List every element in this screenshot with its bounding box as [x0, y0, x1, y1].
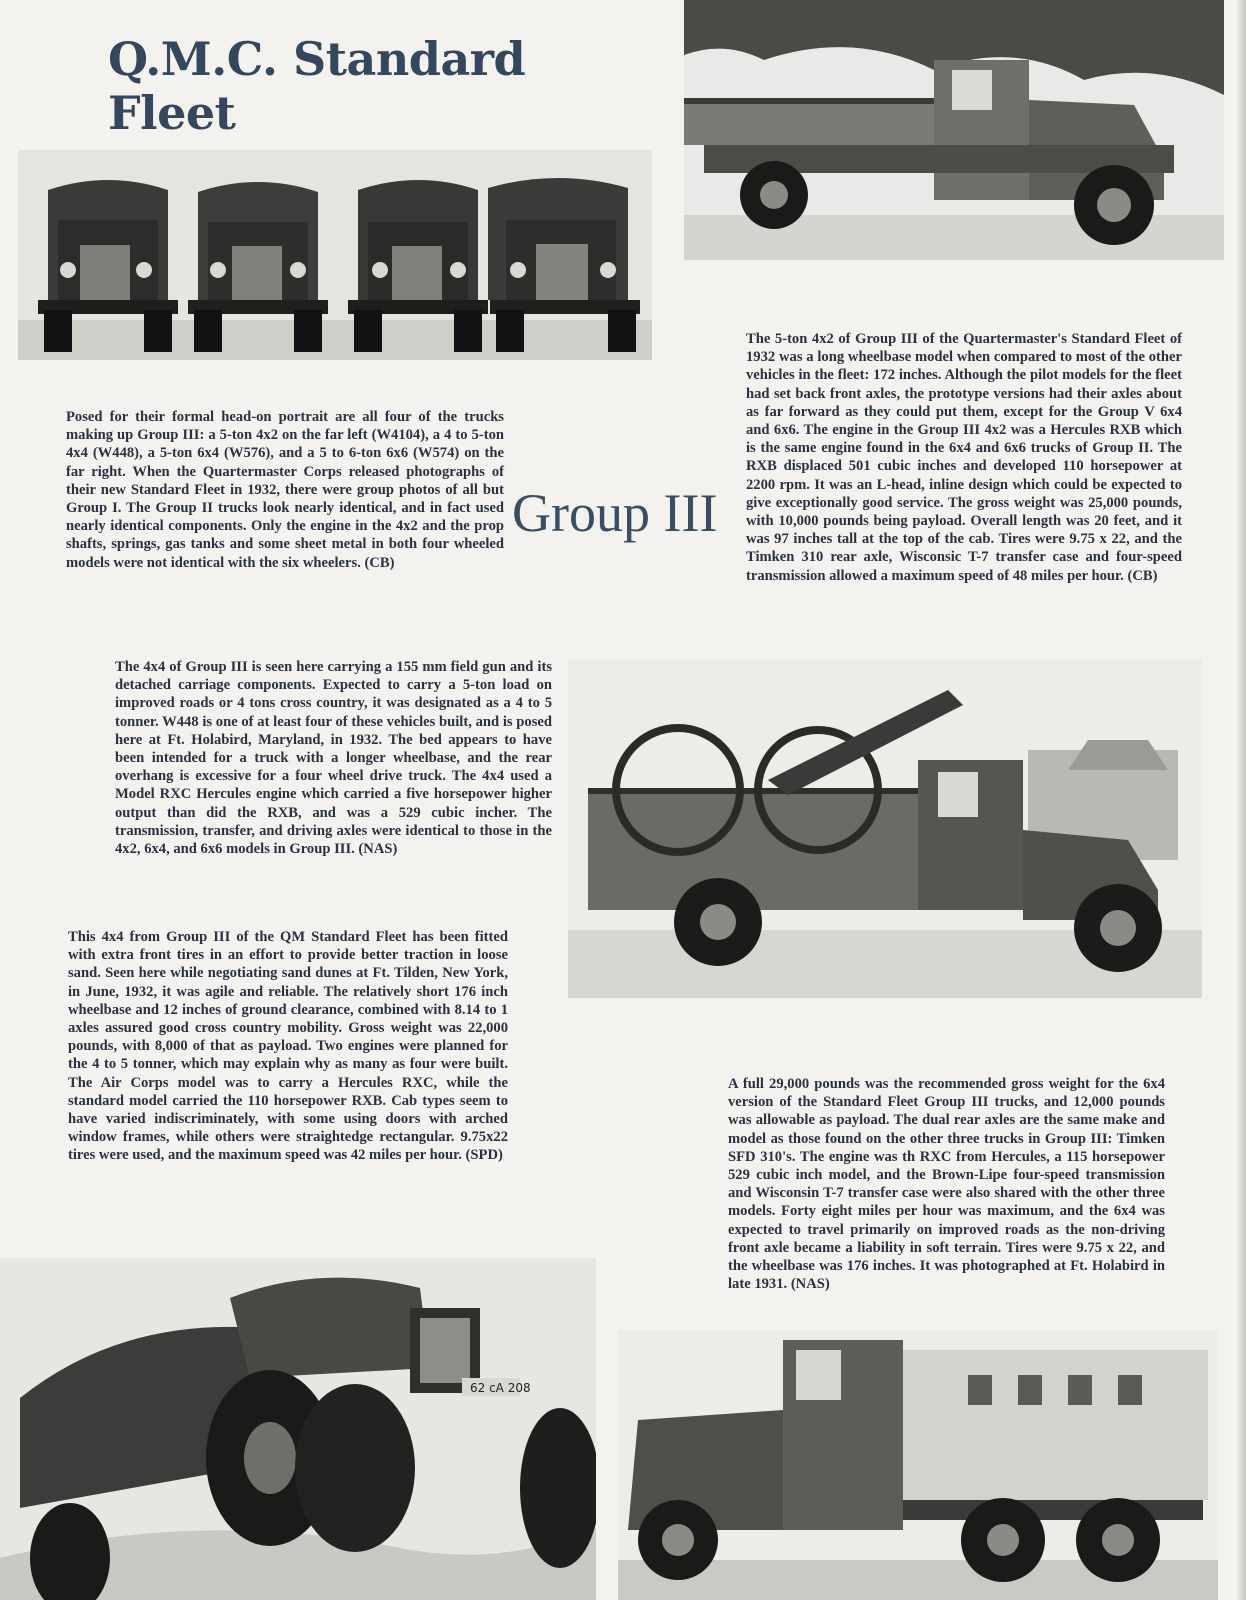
page-edge-shading: [1236, 0, 1246, 1600]
caption-group-portrait: Posed for their formal head-on portrait are all four of the trucks making up Group III: a 5-ton 4x2 on the far left (W4104), a 4 to 5-ton 4x4 (W448), a 5-ton 6x4 (W576), and a 5 to 6-ton 6x6 (W574) on the far right. When the Quartermaster Corps released photographs of their new Standard Fleet in 1932, there were group photos of all but Group I. The Group II trucks look nearly identical, and in fact used nearly identical components. Only the engine in the 4x2 and the prop shafts, springs, gas tanks and some sheet metal in both four wheeled models were not identical with the six wheelers. (CB): [66, 409, 504, 571]
caption-6x4: A full 29,000 pounds was the recommended gross weight for the 6x4 version of the Standard Fleet Group III trucks, and 12,000 pounds was allowable as payload. The dual rear axles are the same make and model as those found on the other three trucks in Group III: Timken SFD 310's. The engine was th RXC from Hercules, a 115 horsepower 529 cubic inch model, and the Brown-Lipe four-speed transmission and Wisconsin T-7 transfer case were also shared with the other three models. Forty eight miles per hour was maximum, and the 6x4 was expected to travel primarily on improved roads as the non-driving front axle became a liability in soft terrain. Tires were 9.75 x 22, and the wheelbase was 176 inches. It was photographed at Ft. Holabird in late 1931. (NAS): [728, 1076, 1165, 1293]
photo-4x4-field-gun: [568, 660, 1202, 998]
page-title: Q.M.C. Standard Fleet: [108, 32, 526, 140]
photo-6x4: [618, 1330, 1218, 1600]
photo-5-ton-4x2: [684, 0, 1224, 260]
caption-5-ton-4x2: The 5-ton 4x2 of Group III of the Quartermaster's Standard Fleet of 1932 was a long wheelbase model when compared to most of the other vehicles in the fleet: 172 inches. Although the pilot models for the fleet had set back front axles, the prototype versions had their axles about as far forward as they could put them, except for the Group V 6x4 and 6x6. The engine in the Group III 4x2 was a Hercules RXB which is the same engine found in the 6x4 and 6x6 trucks of Group II. The RXB displaced 501 cubic inches and developed 110 horsepower at 2200 rpm. It was an L-head, inline design which could be expected to give exceptionally good service. The gross weight was 25,000 pounds, with 10,000 pounds being payload. Overall length was 20 feet, and it was 97 inches tall at the top of the cab. Tires were 9.75 x 22, and the Timken 310 rear axle, Wisconsic T-7 transfer case and four-speed transmission allowed a maximum speed of 48 miles per hour. (CB): [746, 331, 1182, 584]
caption-4x4-field-gun: The 4x4 of Group III is seen here carrying a 155 mm field gun and its detached carriage components. Expected to carry a 5-ton load on improved roads or 4 tons cross country, it was designated as a 4 to 5 tonner. W448 is one of at least four of these vehicles built, and is posed here at Ft. Holabird, Maryland, in 1932. The bed appears to have been intended for a truck with a longer wheelbase, and the rear overhang is excessive for a four wheel drive truck. The 4x4 used a Model RXC Hercules engine which carried a five horsepower higher output than did the RXB, and was a 529 cubic incher. The transmission, transfer, and driving axles were identical to those in the 4x2, 6x4, and 6x6 models in Group III. (NAS): [115, 659, 552, 858]
caption-4x4-sand-dunes: This 4x4 from Group III of the QM Standard Fleet has been fitted with extra front tires in an effort to provide better traction in loose sand. Seen here while negotiating sand dunes at Ft. Tilden, New York, in June, 1932, it was agile and reliable. The relatively short 176 inch wheelbase and 12 inches of ground clearance, combined with 8.14 to 1 axles assured good cross country mobility. Gross weight was 22,000 pounds, with 8,000 of that as payload. Two engines were planned for the 4 to 5 tonner, which may explain why as many as four were built. The Air Corps model was to carry a Hercules RXC, while the standard model carried the 110 horsepower RXB. Cab types seem to have varied indiscriminately, with some using doors with arched window frames, while others were straightedge rectangular. 9.75x22 tires were used, and the maximum speed was 42 miles per hour. (SPD): [68, 929, 508, 1164]
photo-group-four-trucks: [18, 150, 652, 360]
photo-4x4-sand-dunes: [0, 1258, 596, 1600]
plate-number: 62 cA 208: [470, 1381, 531, 1395]
section-label: Group III: [512, 483, 718, 543]
